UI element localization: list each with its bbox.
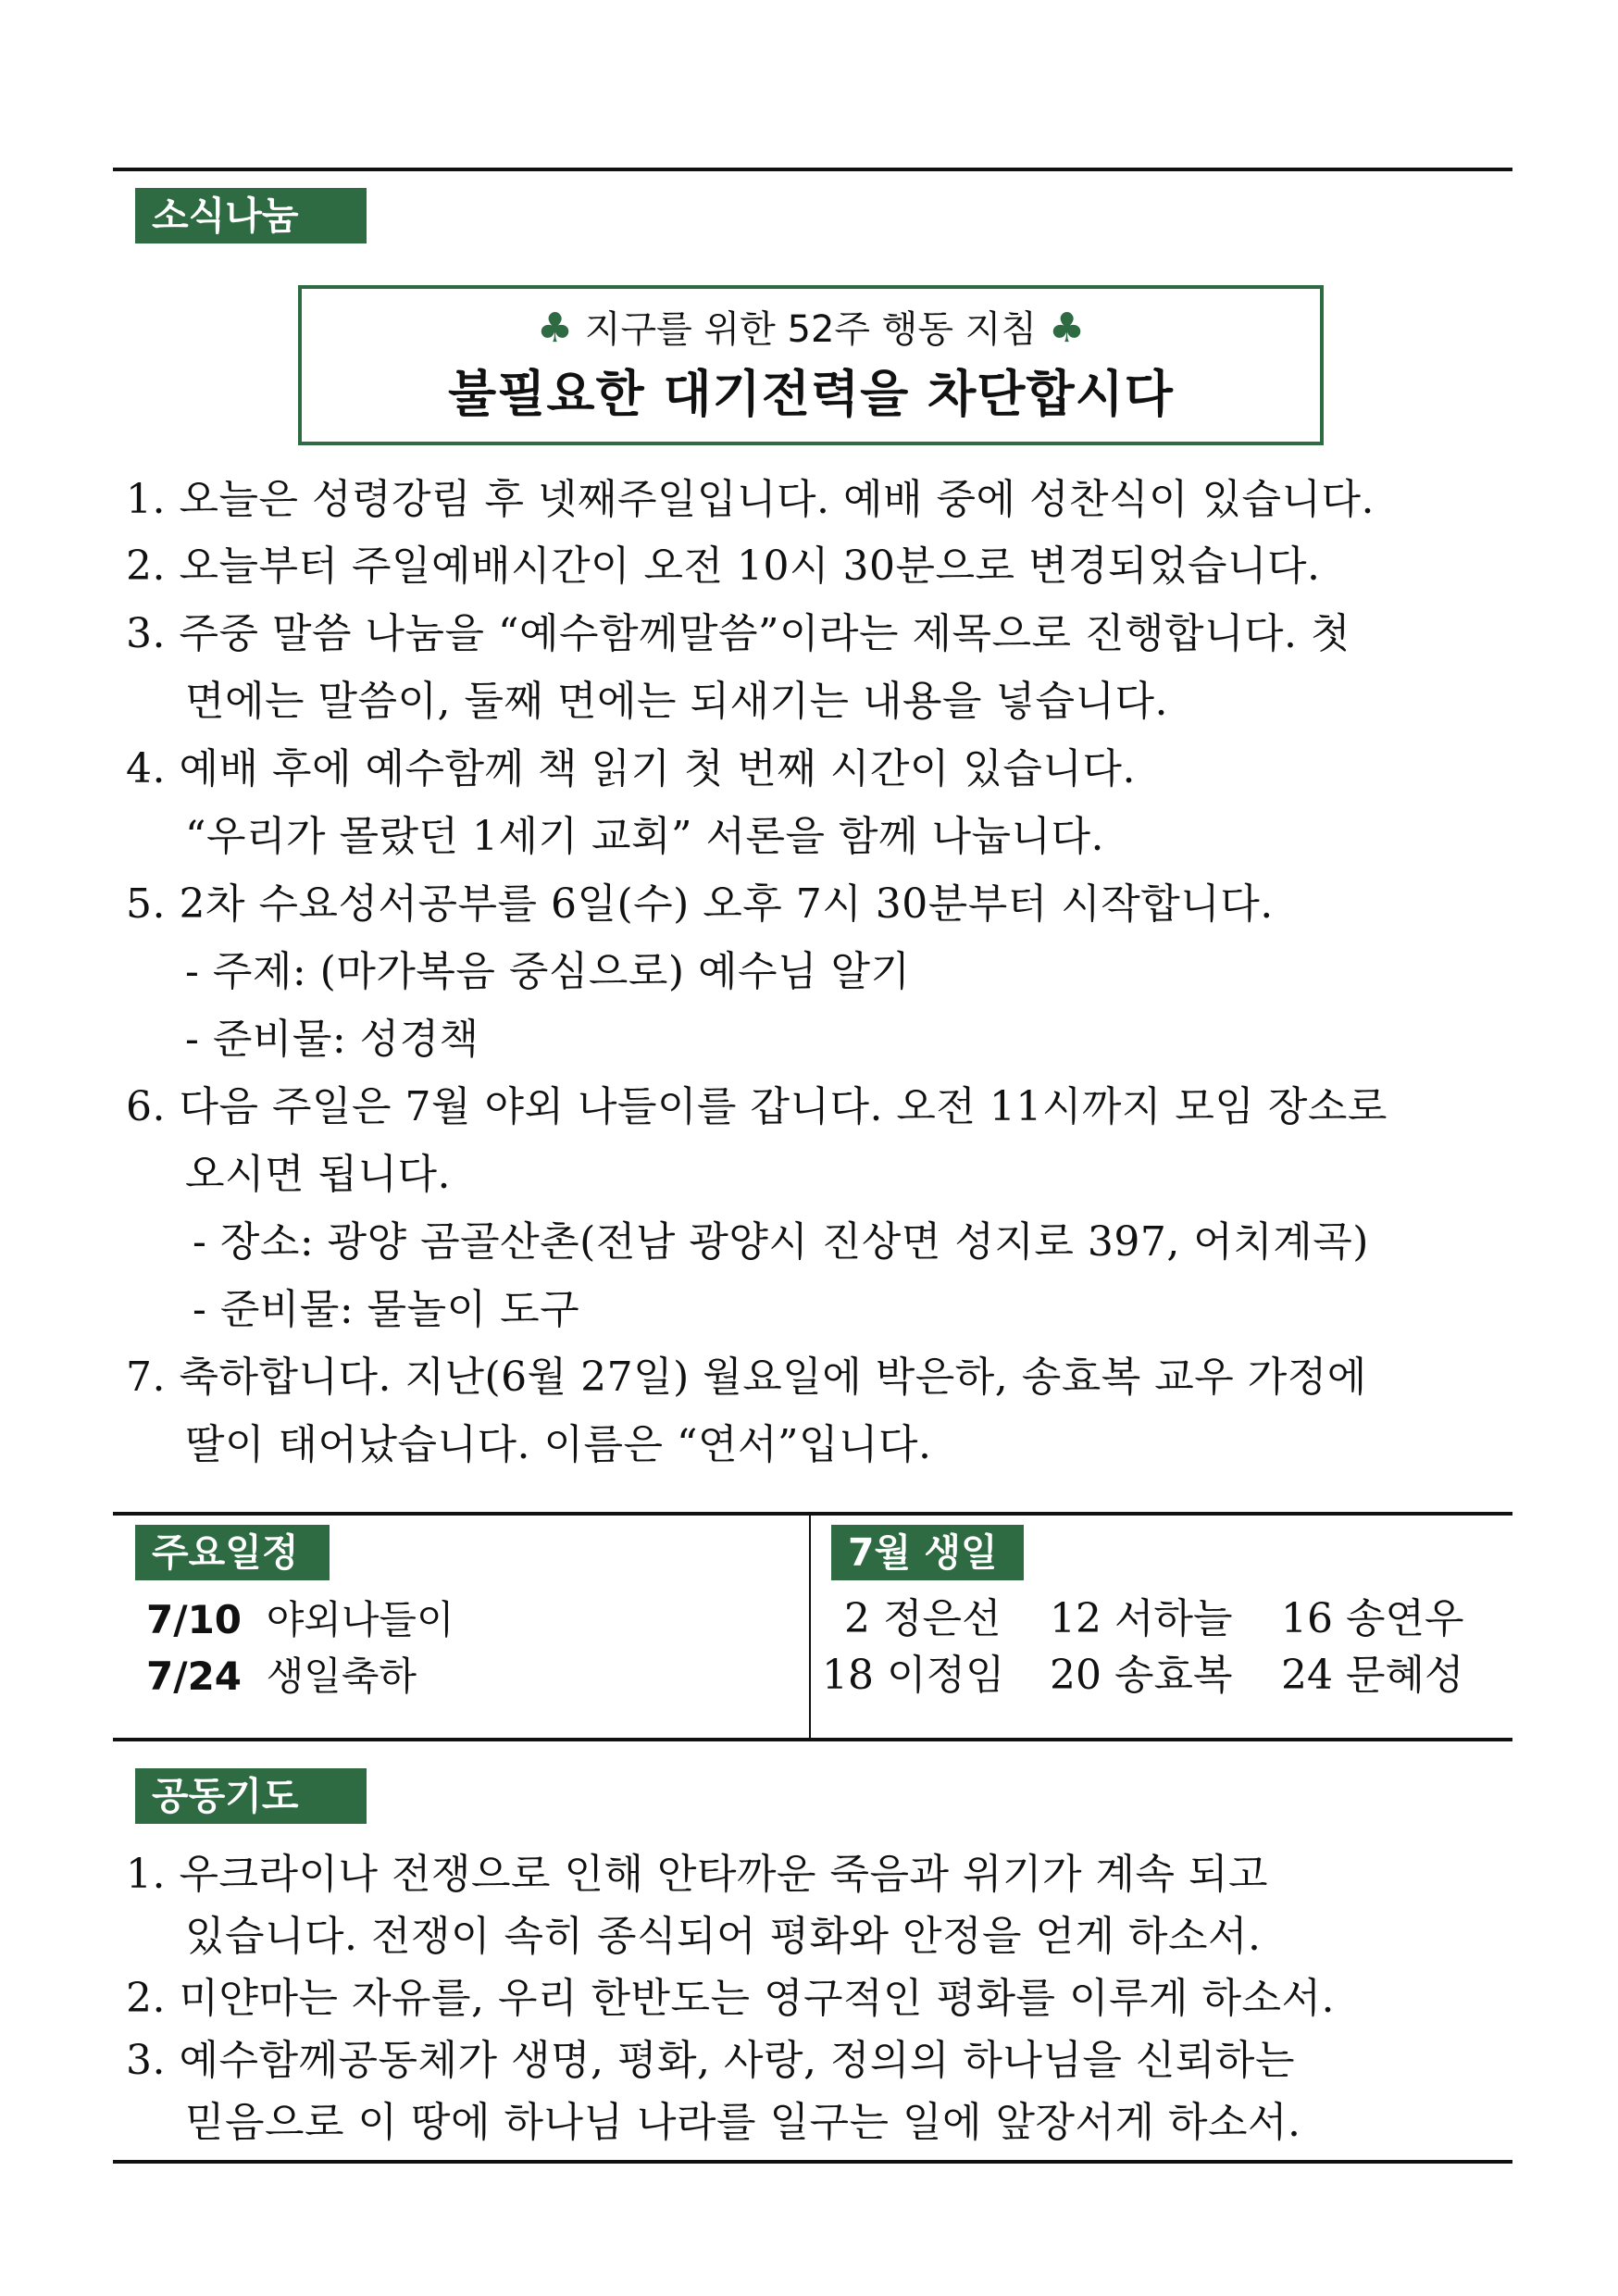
bottom-rule [113,2160,1512,2164]
news-line: 4. 예배 후에 예수함께 책 읽기 첫 번째 시간이 있습니다. [126,745,1136,792]
prayer-line: 2. 미얀마는 자유를, 우리 한반도는 영구적인 평화를 이루게 하소서. [126,1975,1335,2022]
top-rule [113,168,1512,171]
news-line: “우리가 몰랐던 1세기 교회” 서론을 함께 나눕니다. [185,813,1104,860]
news-line: 오시면 됩니다. [185,1151,451,1198]
schedule-event: 야외나들이 [266,1597,454,1642]
news-line: - 주제: (마가복음 중심으로) 예수님 알기 [185,948,911,995]
news-line: 6. 다음 주일은 7월 야외 나들이를 갑니다. 오전 11시까지 모임 장소로 [126,1083,1388,1130]
prayer-line: 3. 예수함께공동체가 생명, 평화, 사랑, 정의의 하나님을 신뢰하는 [126,2037,1295,2084]
news-line: - 장소: 광양 곰골산촌(전남 광양시 진상면 성지로 397, 어치계곡) [193,1218,1369,1266]
banner-subtitle: 지구를 위한 52주 행동 지침 [584,308,1038,351]
prayer-heading: 공동기도 [135,1768,367,1824]
birthdays-heading: 7월 생일 [831,1525,1024,1580]
news-line: - 준비물: 물놀이 도구 [193,1286,580,1333]
prayer-line: 믿음으로 이 땅에 하나님 나라를 일구는 일에 앞장서게 하소서. [185,2099,1301,2146]
birthday-entry: 12 서하늘 [1050,1595,1233,1642]
column-divider [809,1515,811,1741]
news-line: 5. 2차 수요성서공부를 6일(수) 오후 7시 30분부터 시작합니다. [126,880,1274,928]
news-line: 2. 오늘부터 주일예배시간이 오전 10시 30분으로 변경되었습니다. [126,543,1321,590]
birthday-entry: 24 문혜성 [1281,1652,1464,1699]
news-line: 3. 주중 말씀 나눔을 “예수함께말씀”이라는 제목으로 진행합니다. 첫 [126,610,1350,657]
prayer-line: 있습니다. 전쟁이 속히 종식되어 평화와 안정을 얻게 하소서. [185,1913,1262,1960]
schedule-date: 7/24 [146,1653,243,1699]
schedule-event: 생일축하 [266,1653,417,1699]
news-line: 1. 오늘은 성령강림 후 넷째주일입니다. 예배 중에 성찬식이 있습니다. [126,476,1375,523]
schedule-heading: 주요일정 [135,1525,330,1580]
schedule-bottom-rule [113,1738,1512,1741]
prayer-line: 1. 우크라이나 전쟁으로 인해 안타까운 죽음과 위기가 계속 되고 [126,1851,1268,1898]
schedule-date: 7/10 [146,1597,243,1642]
schedule-top-rule [113,1512,1512,1516]
birthday-entry: 16 송연우 [1281,1595,1464,1642]
birthday-entry: 18 이정임 [822,1652,1005,1699]
birthday-entry: 2 정은선 [844,1595,1002,1642]
schedule-item [146,1651,417,1703]
news-line: - 준비물: 성경책 [185,1016,479,1063]
news-line: 면에는 말씀이, 둘째 면에는 되새기는 내용을 넣습니다. [185,678,1168,725]
birthday-entry: 20 송효복 [1050,1652,1233,1699]
news-line: 딸이 태어났습니다. 이름은 “연서”입니다. [185,1421,932,1468]
action-guide-banner [298,285,1324,445]
banner-title: 불필요한 대기전력을 차단합시다 [448,365,1174,423]
club-icon: ♣ [1048,305,1086,352]
schedule-item [146,1594,454,1646]
club-icon: ♣ [536,305,574,352]
news-heading: 소식나눔 [135,188,367,243]
news-line: 7. 축하합니다. 지난(6월 27일) 월요일에 박은하, 송효복 교우 가정에 [126,1354,1367,1401]
